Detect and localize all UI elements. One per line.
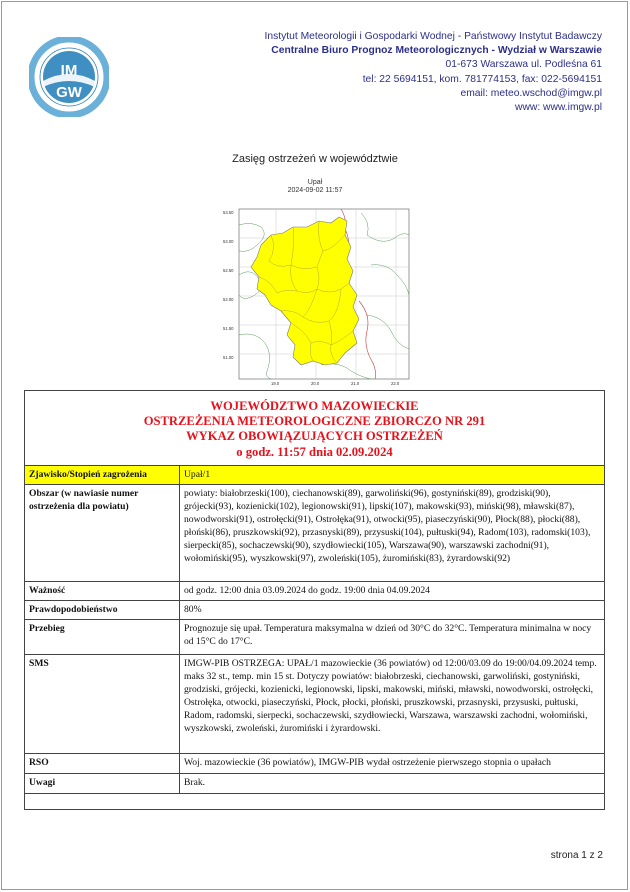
lon-label: 20.0 (311, 381, 320, 386)
header-website[interactable]: www: www.imgw.pl (515, 102, 602, 114)
row-value-area: powiaty: białobrzeski(100), ciechanowski(89), garwoliński(96), gostyniński(89), grodziski(90), grójecki(93), kozienicki(102), legionowski(91), lipski(107), makowski(93), miński(98), mławski(87), nowodworski(91), ostrołęcki(91), Ostrołęka(91), otwocki(95), piaseczyński(90), Płock(88), płocki(88), płoński(86), pruszkowski(92), przasnyski(89), przysuski(104), pułtuski(94), Radom(103), radomski(103), sierpecki(85), sochaczewski(90), szydłowiecki(105), Warszawa(90), warszawski zachodni(91), wołomiński(95), wyszkowski(97), zwoleński(105), żuromiński(83), żyrardowski(92) (180, 485, 605, 582)
row-label-course: Przebieg (25, 620, 180, 655)
lat-label: 53.50 (223, 210, 234, 215)
row-label-rso: RSO (25, 754, 180, 774)
map-title: Zasięg ostrzeżeń w województwie (232, 153, 398, 165)
row-label-phenomenon: Zjawisko/Stopień zagrożenia (25, 466, 180, 485)
warning-region: WOJEWÓDZTWO MAZOWIECKIE (210, 399, 419, 413)
row-label-sms: SMS (25, 655, 180, 754)
table-row (25, 754, 605, 774)
table-row (25, 655, 605, 754)
row-label-notes: Uwagi (25, 774, 180, 794)
lat-label: 53.00 (223, 239, 234, 244)
header-phone: tel: 22 5694151, kom. 781774153, fax: 022-5694151 (362, 73, 602, 85)
map-datetime: 2024-09-02 11:57 (287, 187, 343, 195)
header-department: Centralne Biuro Prognoz Meteorologicznych - Wydział w Warszawie (271, 45, 602, 57)
lon-label: 22.0 (391, 381, 400, 386)
imgw-logo (29, 37, 109, 117)
lon-label: 19.0 (271, 381, 280, 386)
warning-table (24, 465, 605, 794)
map-subtitle (0, 179, 630, 196)
row-label-validity: Ważność (25, 582, 180, 601)
row-value-rso: Woj. mazowieckie (36 powiatów), IMGW-PIB wydał ostrzeżenie pierwszego stopnia o upałach (180, 754, 605, 774)
lat-label: 52.00 (223, 297, 234, 302)
lat-label: 51.50 (223, 326, 234, 331)
table-row (25, 601, 605, 620)
lon-label: 21.0 (351, 381, 360, 386)
warning-bulletin-number: OSTRZEŻENIA METEOROLOGICZNE ZBIORCZO NR 291 (143, 414, 486, 429)
table-row (25, 774, 605, 794)
row-value-phenomenon: Upał/1 (180, 466, 605, 485)
table-row (25, 466, 605, 485)
warning-list-heading: WYKAZ OBOWIĄZUJĄCYCH OSTRZEŻEŃ (186, 429, 443, 444)
page-number: strona 1 z 2 (550, 850, 603, 861)
table-row (25, 620, 605, 655)
table-row (25, 485, 605, 582)
row-label-probability: Prawdopodobieństwo (25, 601, 180, 620)
table-row (25, 582, 605, 601)
lat-label: 51.00 (223, 355, 234, 360)
row-value-validity: od godz. 12:00 dnia 03.09.2024 do godz. 19:00 dnia 04.09.2024 (180, 582, 605, 601)
header-institute-name: Instytut Meteorologii i Gospodarki Wodnej - Państwowy Instytut Badawczy (264, 31, 602, 42)
warning-map (221, 205, 411, 387)
warning-title (25, 399, 604, 460)
row-value-probability: 80% (180, 601, 605, 620)
institute-header (222, 30, 602, 115)
header-address: 01-673 Warszawa ul. Podleśna 61 (445, 59, 602, 71)
header-email[interactable]: email: meteo.wschod@imgw.pl (460, 87, 602, 99)
row-value-course: Prognozuje się upał. Temperatura maksymalna w dzień od 30°C do 32°C. Temperatura minimalna w nocy od 15°C do 17°C. (180, 620, 605, 655)
row-value-notes: Brak. (180, 774, 605, 794)
svg-text:IM: IM (60, 62, 78, 79)
warning-issue-time: o godz. 11:57 dnia 02.09.2024 (236, 444, 393, 459)
row-value-sms: IMGW-PIB OSTRZEGA: UPAŁ/1 mazowieckie (36 powiatów) od 12:00/03.09 do 19:00/04.09.2024 temp. maks 32 st., temp. min 15 st. Dotyczy powiatów: białobrzeski, ciechanowski, garwoliński, gostyniński, grodziski, grójecki, kozienicki, legionowski, lipski, makowski, miński, mławski, nowodworski, ostrołęcki, Ostrołęka, otwocki, piaseczyński, Płock, płocki, płoński, pruszkowski, przasnyski, przysuski, pułtuski, Radom, radomski, sierpecki, sochaczewski, szydłowiecki, Warszawa, warszawski zachodni, wołomiński, wyszkowski, zwoleński, żuromiński i żyrardowski. (180, 655, 605, 754)
svg-text:GW: GW (56, 84, 82, 101)
map-phenomenon: Upał (307, 179, 323, 186)
lat-label: 52.50 (223, 268, 234, 273)
row-label-area: Obszar (w nawiasie numer ostrzeżenia dla powiatu) (25, 485, 180, 582)
